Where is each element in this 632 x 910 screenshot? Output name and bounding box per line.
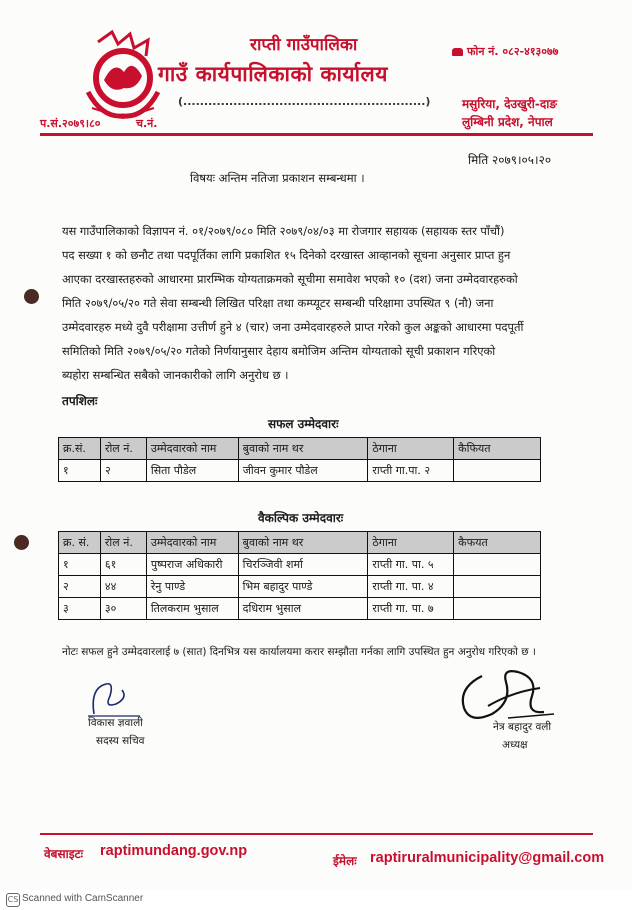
column-header: ठेगाना xyxy=(368,438,454,460)
signature-left-icon xyxy=(80,680,170,720)
alternate-candidates-table xyxy=(58,531,541,620)
dotted-line: (..........................................................) xyxy=(178,95,431,108)
details-label: तपशिलः xyxy=(62,394,98,408)
punch-hole xyxy=(24,289,39,304)
table-cell: ३० xyxy=(100,598,146,620)
table-cell: राप्ती गा. पा. ७ xyxy=(368,598,454,620)
address-line-2: लुम्बिनी प्रदेश, नेपाल xyxy=(462,115,553,129)
body-line: ब्यहोरा सम्बन्धित सबैको जानकारीको लागि अनुरोध छ । xyxy=(62,368,289,382)
table-cell xyxy=(454,598,541,620)
body-line: उम्मेदवारहरु मध्ये दुवै परीक्षामा उत्तीर्ण हुने ४ (चार) जना उम्मेदवारहरुले प्राप्त गरेको कुल अङ्कको आधारमा पदपूर्ती xyxy=(62,320,524,334)
table-cell: २ xyxy=(59,576,101,598)
municipality-name: राप्ती गाउँपालिका xyxy=(250,35,358,55)
website-label: वेबसाइटः xyxy=(44,847,84,861)
phone-icon xyxy=(452,48,463,56)
body-line: आएका दरखास्तहरुको आधारमा प्रारम्भिक योग्यताक्रमको सूचीमा समावेश भएको १० (दश) जना उम्मेदवारहरुको xyxy=(62,272,518,286)
table-cell: भिम बहादुर पाण्डे xyxy=(238,576,368,598)
body-line: यस गाउँपालिकाको विज्ञापन नं. ०१/२०७९/०८० मिति २०७९/०४/०३ मा रोजगार सहायक (सहायक स्तर पाँचौं) xyxy=(62,224,505,238)
right-signatory-post: अध्यक्ष xyxy=(502,739,528,751)
table-cell: पुष्पराज अधिकारी xyxy=(146,554,238,576)
letter-body xyxy=(62,219,592,387)
table-header-row xyxy=(59,438,541,460)
column-header: क्र. सं. xyxy=(59,532,101,554)
table-header-row xyxy=(59,532,541,554)
alternate-table-title: वैकल्पिक उम्मेदवारः xyxy=(258,511,344,525)
table-cell: ३ xyxy=(59,598,101,620)
patra-sankhya: प.सं.२०७९।८० xyxy=(40,117,101,130)
footer-divider xyxy=(40,833,593,835)
table-cell: २ xyxy=(100,460,146,482)
column-header: कैफियत xyxy=(454,438,541,460)
scanner-watermark: Scanned with CamScanner xyxy=(22,893,144,904)
table-cell: रेनु पाण्डे xyxy=(146,576,238,598)
left-signatory-post: सदस्य सचिव xyxy=(96,735,145,747)
body-line: पद सख्या १ को छनौट तथा पदपूर्तिका लागि प्रकाशित १५ दिनेको दरखास्त आव्हानको सूचना अनुसार प्राप्त हुन xyxy=(62,248,511,262)
header-divider xyxy=(40,133,593,136)
municipality-emblem-icon xyxy=(78,28,168,120)
chalani-number: च.नं. xyxy=(136,117,158,130)
column-header: क्र.सं. xyxy=(59,438,101,460)
table-cell: तिलकराम भुसाल xyxy=(146,598,238,620)
table-row xyxy=(59,576,541,598)
table-cell: ६१ xyxy=(100,554,146,576)
right-signatory-name: नेत्र बहादुर वली xyxy=(493,721,552,733)
column-header: उम्मेदवारको नाम xyxy=(146,532,238,554)
office-name: गाउँ कार्यपालिकाको कार्यालय xyxy=(158,62,388,86)
table-cell: राप्ती गा. पा. ५ xyxy=(368,554,454,576)
phone-text: फोन नं. ०८२-४१३०७७ xyxy=(467,45,559,58)
letter-subject: विषयः अन्तिम नतिजा प्रकाशन सम्बन्धमा । xyxy=(190,171,365,185)
table-cell: १ xyxy=(59,460,101,482)
body-line: मिति २०७९/०५/२० गते सेवा सम्बन्धी लिखित परिक्षा तथा कम्प्यूटर सम्बन्धी परिक्षामा उपस्थित ९ (नौ) जना xyxy=(62,296,494,310)
table-cell: राप्ती गा. पा. ४ xyxy=(368,576,454,598)
column-header: रोल नं. xyxy=(100,532,146,554)
body-line: समितिको मिति २०७९/०५/२० गतेको निर्णयानुसार देहाय बमोजिम अन्तिम योग्यताको सूची प्रकाशन गरिएको xyxy=(62,344,496,358)
table-cell: जीवन कुमार पौडेल xyxy=(238,460,368,482)
table-row xyxy=(59,554,541,576)
address-line-1: मसुरिया, देउखुरी-दाङ xyxy=(462,97,557,111)
successful-candidates-table xyxy=(58,437,541,482)
table-cell: राप्ती गा.पा. २ xyxy=(368,460,454,482)
column-header: ठेगाना xyxy=(368,532,454,554)
table-cell xyxy=(454,576,541,598)
table-cell xyxy=(454,554,541,576)
column-header: कैफयत xyxy=(454,532,541,554)
camscanner-logo-icon: CS xyxy=(6,893,20,907)
table-cell: सिता पौडेल xyxy=(146,460,238,482)
table-cell xyxy=(454,460,541,482)
table-cell: दधिराम भुसाल xyxy=(238,598,368,620)
letter-date: मिति २०७९।०५।२० xyxy=(468,153,552,167)
table-cell: १ xyxy=(59,554,101,576)
column-header: रोल नं. xyxy=(100,438,146,460)
table-row xyxy=(59,598,541,620)
email-link[interactable]: raptiruralmunicipality@gmail.com xyxy=(370,850,605,866)
phone-number xyxy=(452,44,558,59)
punch-hole xyxy=(14,535,29,550)
table-cell: चिरञ्जिवी शर्मा xyxy=(238,554,368,576)
column-header: उम्मेदवारको नाम xyxy=(146,438,238,460)
signature-right-icon xyxy=(452,662,560,728)
table-cell: ४४ xyxy=(100,576,146,598)
website-link[interactable]: raptimundang.gov.np xyxy=(100,843,248,859)
column-header: बुवाको नाम थर xyxy=(238,532,368,554)
notice-note: नोटः सफल हुने उम्मेदवारलाई ७ (सात) दिनभित्र यस कार्यालयमा करार सम्झौता गर्नका लागि उपस्थित हुन अनुरोध गरिएको छ । xyxy=(62,646,536,658)
email-label: ईमेलः xyxy=(333,854,357,868)
column-header: बुवाको नाम थर xyxy=(238,438,368,460)
table-row xyxy=(59,460,541,482)
successful-table-title: सफल उम्मेदवारः xyxy=(268,417,339,431)
left-signatory-name: विकास ज्ञवाली xyxy=(88,717,143,729)
